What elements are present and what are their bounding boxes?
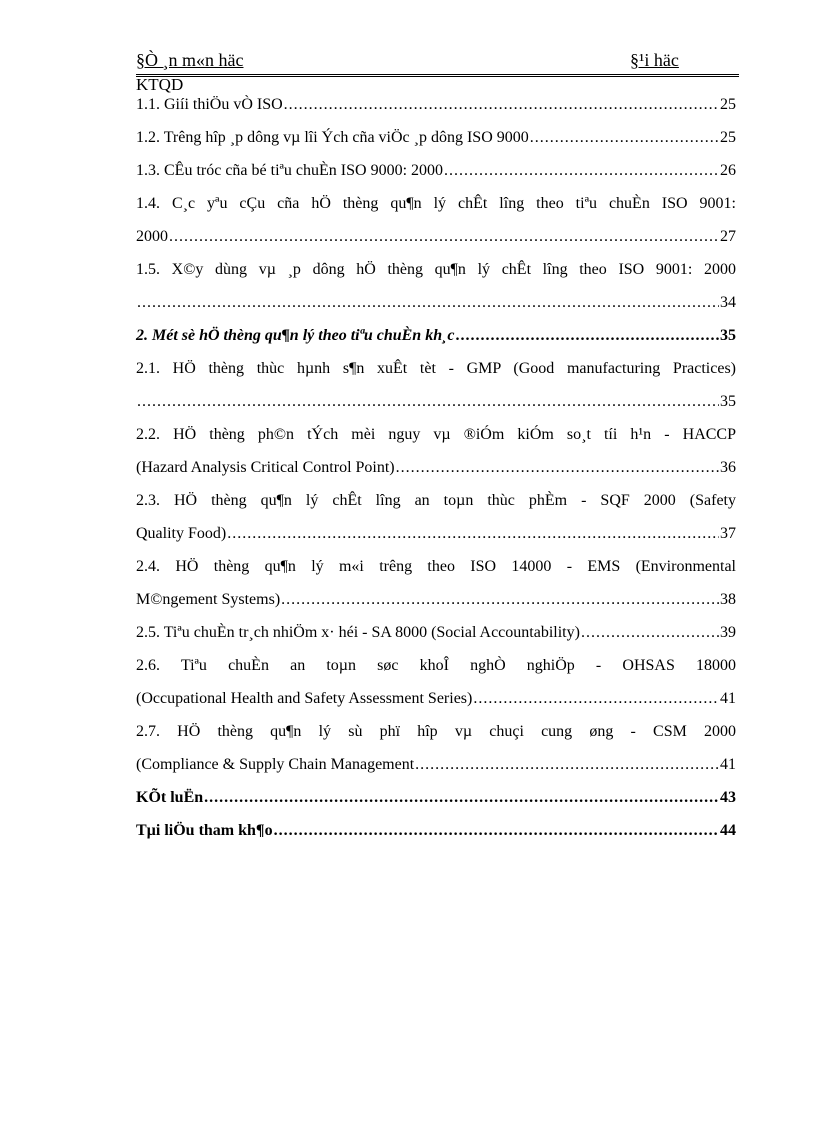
toc-leader bbox=[530, 129, 719, 147]
toc-page-number: 25 bbox=[720, 96, 736, 113]
toc-leader bbox=[169, 228, 719, 246]
toc-entry-1-5 bbox=[136, 261, 736, 279]
toc-leader bbox=[137, 393, 719, 411]
toc-entry-title: 1.2. Trêng hîp ¸p dông vµ lîi Ých cña viÖc ¸p dông ISO 9000 bbox=[136, 129, 529, 146]
toc-entry-continuation: (Hazard Analysis Critical Control Point) bbox=[136, 459, 395, 476]
toc-entry-2-4 bbox=[136, 558, 736, 576]
toc-page-number: 38 bbox=[720, 591, 736, 608]
toc-entry-continuation: 2000 bbox=[136, 228, 168, 245]
toc-page-number: 26 bbox=[720, 162, 736, 179]
toc-page-number: 39 bbox=[720, 624, 736, 641]
toc-entry-title: 1.5. X©y dùng vµ ¸p dông hÖ thèng qu¶n lý chÊt lîng theo ISO 9001: 2000 bbox=[136, 261, 736, 278]
header-course-title: §Ò ¸n m«n häc bbox=[136, 50, 244, 70]
toc-page-number: 25 bbox=[720, 129, 736, 146]
toc-entry-2-6-cont bbox=[136, 690, 736, 708]
toc-entry-title: 1.3. CÊu tróc cña bé tiªu chuÈn ISO 9000: 2000 bbox=[136, 162, 444, 179]
toc-entry-title: 2.7. HÖ thèng qu¶n lý sù phï hîp vµ chuçi cung øng - CSM 2000 bbox=[136, 723, 736, 740]
toc-entry-2-1-cont bbox=[136, 393, 736, 411]
toc-leader bbox=[284, 96, 719, 114]
toc-entry-title: 2.4. HÖ thèng qu¶n lý m«i trêng theo ISO 14000 - EMS (Environmental bbox=[136, 558, 736, 575]
toc-entry-title: 2.5. Tiªu chuÈn tr¸ch nhiÖm x· héi - SA 8000 (Social Accountability) bbox=[136, 624, 580, 641]
toc-page-number: 43 bbox=[720, 789, 736, 806]
header-university-abbrev: KTQD bbox=[136, 75, 184, 94]
toc-entry-conclusion bbox=[136, 789, 736, 807]
toc-leader bbox=[274, 822, 719, 840]
toc-entry-title: 2. Mét sè hÖ thèng qu¶n lý theo tiªu chuÈn kh¸c bbox=[136, 327, 455, 344]
toc-page-number: 35 bbox=[720, 393, 736, 410]
toc-page-number: 27 bbox=[720, 228, 736, 245]
toc-entry-2-6 bbox=[136, 657, 736, 675]
toc-page-number: 34 bbox=[720, 294, 736, 311]
toc-entry-1-3 bbox=[136, 162, 736, 180]
toc-entry-2-4-cont bbox=[136, 591, 736, 609]
toc-entry-title: 2.3. HÖ thèng qu¶n lý chÊt lîng an toµn thùc phÈm - SQF 2000 (Safety bbox=[136, 492, 736, 509]
toc-entry-continuation: Quality Food) bbox=[136, 525, 227, 542]
toc-entry-1-5-cont bbox=[136, 294, 736, 312]
toc-entry-title: KÕt luËn bbox=[136, 789, 204, 806]
toc-entry-2-5 bbox=[136, 624, 736, 642]
toc-page-number: 44 bbox=[720, 822, 736, 839]
toc-leader bbox=[581, 624, 719, 642]
toc-entry-title: 1.1. Giíi thiÖu vÒ ISO bbox=[136, 96, 283, 113]
toc-entry-continuation: M©ngement Systems) bbox=[136, 591, 281, 608]
header-university: §¹i häc bbox=[630, 50, 679, 70]
toc-leader bbox=[473, 690, 719, 708]
toc-entry-1-4 bbox=[136, 195, 736, 213]
page-header bbox=[136, 50, 739, 77]
toc-leader bbox=[227, 525, 719, 543]
toc-page-number: 41 bbox=[720, 756, 736, 773]
toc-entry-2-2 bbox=[136, 426, 736, 444]
toc-leader bbox=[204, 789, 719, 807]
toc-entry-title: 1.4. C¸c yªu cÇu cña hÖ thèng qu¶n lý chÊt lîng theo tiªu chuÈn ISO 9001: bbox=[136, 195, 736, 212]
toc-entry-2-7 bbox=[136, 723, 736, 741]
toc-entry-title: Tµi liÖu tham kh¶o bbox=[136, 822, 273, 839]
toc-entry-1-4-cont bbox=[136, 228, 736, 246]
toc-entry-1-1 bbox=[136, 96, 736, 114]
toc-page-number: 35 bbox=[720, 327, 736, 344]
toc-leader bbox=[444, 162, 719, 180]
toc-leader bbox=[456, 327, 719, 345]
toc-entry-1-2 bbox=[136, 129, 736, 147]
toc-entry-2-3 bbox=[136, 492, 736, 510]
toc-entry-title: 2.1. HÖ thèng thùc hµnh s¶n xuÊt tèt - GMP (Good manufacturing Practices) bbox=[136, 360, 736, 377]
toc-leader bbox=[396, 459, 719, 477]
toc-page-number: 37 bbox=[720, 525, 736, 542]
toc-entry-2-7-cont bbox=[136, 756, 736, 774]
toc-entry-2-1 bbox=[136, 360, 736, 378]
toc-leader bbox=[415, 756, 719, 774]
toc-entry-references bbox=[136, 822, 736, 840]
toc-entry-continuation: (Compliance & Supply Chain Management bbox=[136, 756, 415, 773]
toc-entry-title: 2.6. Tiªu chuÈn an toµn søc khoÎ nghÒ nghiÖp - OHSAS 18000 bbox=[136, 657, 736, 674]
toc-entry-title: 2.2. HÖ thèng ph©n tÝch mèi nguy vµ ®iÓm kiÓm so¸t tíi h¹n - HACCP bbox=[136, 426, 736, 443]
toc-page-number: 36 bbox=[720, 459, 736, 476]
toc-entry-2 bbox=[136, 327, 736, 345]
toc-entry-2-2-cont bbox=[136, 459, 736, 477]
toc-leader bbox=[137, 294, 719, 312]
toc-page-number: 41 bbox=[720, 690, 736, 707]
toc-entry-continuation: (Occupational Health and Safety Assessment Series) bbox=[136, 690, 473, 707]
toc-leader bbox=[281, 591, 719, 609]
toc-entry-2-3-cont bbox=[136, 525, 736, 543]
